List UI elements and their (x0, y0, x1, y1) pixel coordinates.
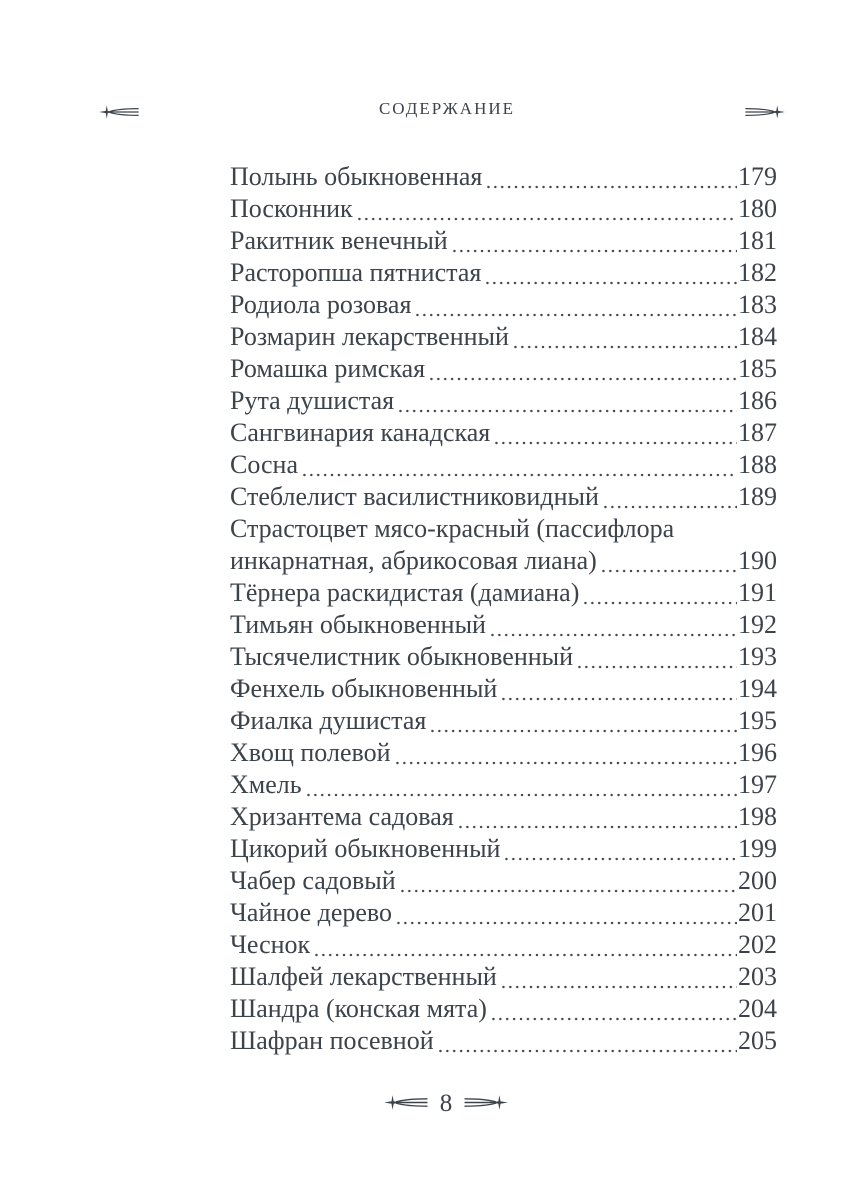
entry-title: Расторопша пятнистая (230, 258, 482, 287)
toc-entry (230, 865, 777, 897)
footer-right-arrow-fleuron-icon (463, 1094, 509, 1111)
toc-entry (230, 641, 777, 673)
toc-entry (230, 673, 777, 705)
entry-page-number: 198 (738, 802, 777, 831)
toc-entry (230, 961, 777, 993)
dot-leader (300, 449, 737, 481)
entry-title: Шалфей лекарственный (230, 962, 497, 991)
entry-title: Сангвинария канадская (230, 418, 491, 447)
dot-leader (489, 993, 737, 1025)
header-right-arrow-fleuron-icon (744, 104, 786, 120)
dot-leader (492, 417, 737, 449)
dot-leader (676, 513, 776, 545)
entry-title: Полынь обыкновенная (230, 162, 483, 191)
entry-page-number: 205 (738, 1026, 777, 1055)
toc-entry (230, 353, 777, 385)
toc-entry (230, 545, 777, 577)
entry-page-number: 186 (738, 386, 777, 415)
dot-leader (499, 673, 737, 705)
toc-entry (230, 225, 777, 257)
toc-entry (230, 609, 777, 641)
entry-title: Рута душистая (230, 386, 395, 415)
dot-leader (428, 705, 737, 737)
footer-page-number: 8 (439, 1090, 453, 1117)
entry-title: Хмель (230, 770, 302, 799)
toc-entry (230, 1025, 777, 1057)
entry-page-number: 197 (738, 770, 777, 799)
dot-leader (484, 161, 737, 193)
entry-page-number: 182 (738, 258, 777, 287)
entry-title: Хвощ полевой (230, 738, 391, 767)
entry-title: Фиалка душистая (230, 706, 427, 735)
entry-page-number: 192 (738, 610, 777, 639)
entry-page-number: 195 (738, 706, 777, 735)
toc-entry (230, 385, 777, 417)
entry-title: Тимьян обыкновенный (230, 610, 486, 639)
entry-title: Шафран посевной (230, 1026, 434, 1055)
toc-entry (230, 769, 777, 801)
dot-leader (601, 481, 737, 513)
dot-leader (398, 865, 737, 897)
dot-leader (394, 897, 737, 929)
entry-page-number: 199 (738, 834, 777, 863)
toc-entry (230, 321, 777, 353)
entry-title: Розмарин лекарственный (230, 322, 509, 351)
dot-leader (413, 289, 737, 321)
entry-title: Хризантема садовая (230, 802, 454, 831)
entry-page-number: 193 (738, 642, 777, 671)
toc-entry (230, 929, 777, 961)
entry-title: Родиола розовая (230, 290, 412, 319)
entry-title: Ромашка римская (230, 354, 426, 383)
entry-page-number: 194 (738, 674, 777, 703)
toc-entry (230, 513, 777, 545)
toc-entry (230, 161, 777, 193)
entry-page-number: 189 (738, 482, 777, 511)
entry-page-number: 201 (738, 898, 777, 927)
dot-leader (575, 641, 737, 673)
toc-entry (230, 193, 777, 225)
entry-page-number: 200 (738, 866, 777, 895)
entry-page-number: 179 (738, 162, 777, 191)
entry-title: Ракитник венечный (230, 226, 448, 255)
dot-leader (483, 257, 737, 289)
dot-leader (450, 225, 737, 257)
entry-page-number: 187 (738, 418, 777, 447)
dot-leader (396, 385, 737, 417)
entry-title: Шандра (конская мята) (230, 994, 487, 1023)
dot-leader (488, 609, 737, 641)
entry-page-number: 204 (738, 994, 777, 1023)
toc-entry (230, 289, 777, 321)
dot-leader (427, 353, 737, 385)
entry-title: Сосна (230, 450, 298, 479)
toc-entry (230, 801, 777, 833)
entry-page-number: 181 (738, 226, 777, 255)
dot-leader (456, 801, 737, 833)
toc-entry (230, 449, 777, 481)
dot-leader (502, 833, 737, 865)
entry-title: Фенхель обыкновенный (230, 674, 498, 703)
entry-page-number: 183 (738, 290, 777, 319)
dot-leader (581, 577, 737, 609)
entry-page-number: 196 (738, 738, 777, 767)
toc-entry (230, 737, 777, 769)
toc-entry (230, 257, 777, 289)
toc-entry (230, 897, 777, 929)
toc-entry (230, 833, 777, 865)
toc-entry (230, 417, 777, 449)
dot-leader (304, 769, 737, 801)
toc-entry (230, 705, 777, 737)
dot-leader (355, 193, 737, 225)
toc-entry (230, 481, 777, 513)
toc-entry (230, 577, 777, 609)
dot-leader (436, 1025, 737, 1057)
entry-page-number: 191 (738, 578, 777, 607)
entry-page-number: 185 (738, 354, 777, 383)
toc-list (230, 161, 777, 1057)
entry-title: Стеблелист василистниковидный (230, 482, 599, 511)
page-title: СОДЕРЖАНИЕ (378, 99, 516, 118)
dot-leader (599, 545, 737, 577)
entry-title: Страстоцвет мясо-красный (пассифлора (230, 514, 675, 543)
entry-page-number: 180 (738, 194, 777, 223)
dot-leader (312, 929, 737, 961)
entry-page-number: 190 (738, 546, 777, 575)
entry-title: Тысячелистник обыкновенный (230, 642, 574, 671)
dot-leader (511, 321, 737, 353)
entry-title: Чабер садовый (230, 866, 396, 895)
entry-title: Тёрнера раскидистая (дамиана) (230, 578, 580, 607)
entry-page-number: 203 (738, 962, 777, 991)
entry-title: Посконник (230, 194, 353, 223)
entry-title: Чайное дерево (230, 898, 393, 927)
entry-page-number: 184 (738, 322, 777, 351)
entry-title: Чеснок (230, 930, 311, 959)
entry-title: Цикорий обыкновенный (230, 834, 501, 863)
entry-page-number: 202 (738, 930, 777, 959)
dot-leader (499, 961, 737, 993)
footer-left-arrow-fleuron-icon (383, 1094, 429, 1111)
entry-title: инкарнатная, абрикосовая лиана) (230, 546, 597, 575)
toc-entry (230, 993, 777, 1025)
dot-leader (393, 737, 738, 769)
entry-page-number: 188 (738, 450, 777, 479)
page-footer (0, 1090, 866, 1115)
